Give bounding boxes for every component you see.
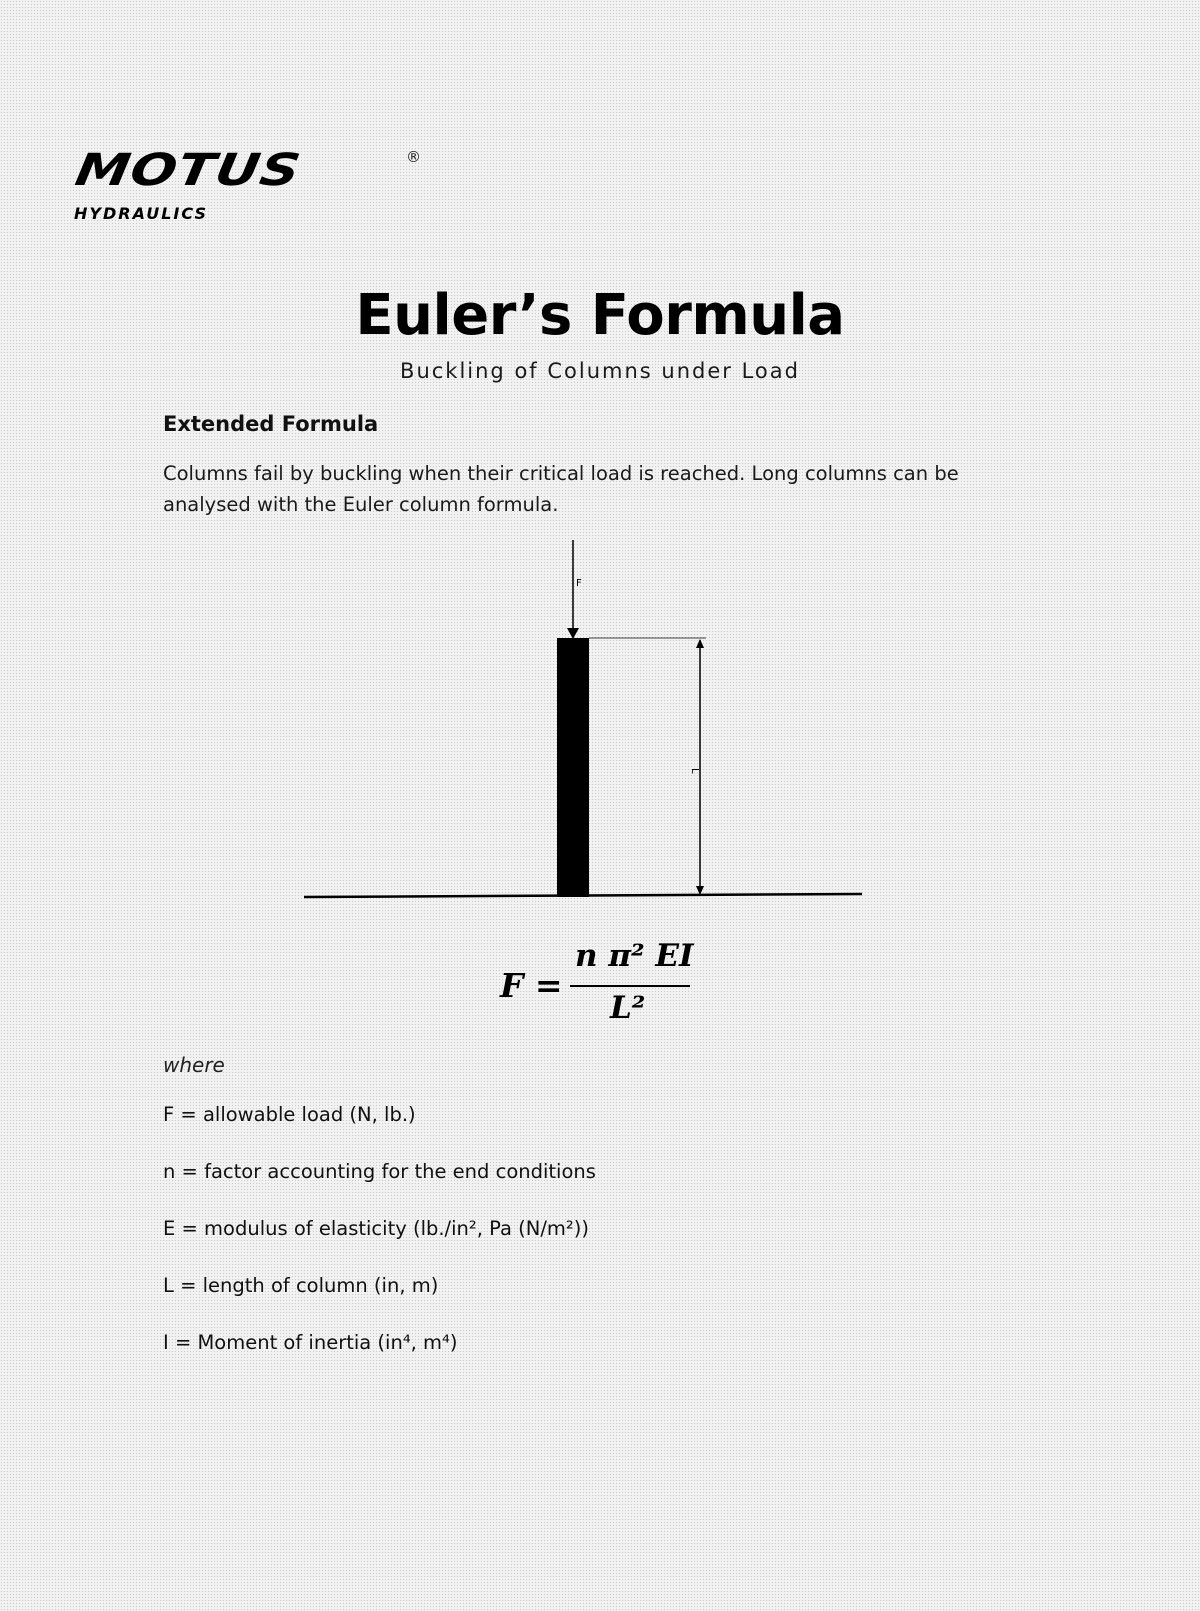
euler-formula — [500, 938, 700, 1028]
intro-paragraph: Columns fail by buckling when their critical load is reached. Long columns can be analysed with the Euler column formula. — [163, 462, 959, 516]
registered-mark: ® — [406, 148, 421, 166]
definition-item: I = Moment of inertia (in⁴, m⁴) — [163, 1331, 458, 1354]
formula-denominator: L² — [610, 990, 646, 1026]
fraction-bar — [570, 985, 690, 987]
section-heading: Extended Formula — [163, 412, 379, 436]
logo-wordmark: MOTUS — [71, 143, 305, 196]
definition-item: L = length of column (in, m) — [163, 1274, 439, 1297]
definition-item: F = allowable load (N, lb.) — [163, 1103, 416, 1126]
force-label: F — [576, 578, 582, 589]
variable-definitions — [163, 1102, 596, 1387]
formula-lhs: F = — [500, 966, 563, 1005]
formula-numerator: n π² EI — [575, 938, 694, 974]
logo-subtitle: HYDRAULICS — [74, 204, 209, 223]
page-title: Euler’s Formula — [355, 283, 845, 348]
definition-item: n = factor accounting for the end conditions — [163, 1160, 596, 1183]
where-label: where — [163, 1053, 225, 1077]
length-label: L — [689, 768, 700, 774]
definition-item: E = modulus of elasticity (lb./in², Pa (N/m²)) — [163, 1217, 589, 1240]
motus-logo — [71, 143, 434, 228]
page-subtitle: Buckling of Columns under Load — [400, 359, 800, 383]
column — [557, 638, 589, 897]
column-buckling-diagram — [300, 540, 870, 920]
force-arrow-head — [567, 628, 579, 639]
length-arrow-top — [696, 639, 704, 648]
